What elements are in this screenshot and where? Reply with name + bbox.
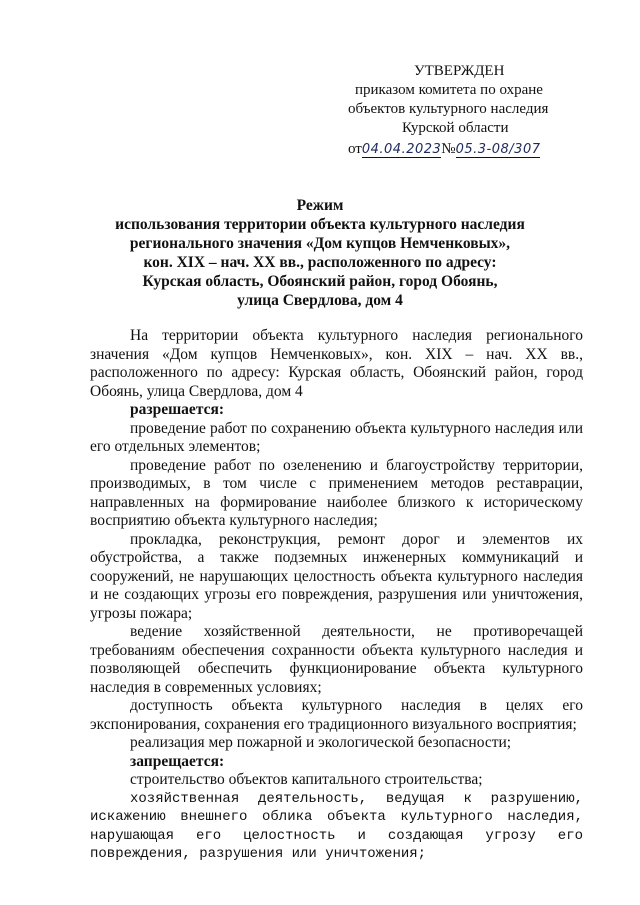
approval-heading: УТВЕРЖДЕН [414, 63, 505, 79]
approval-line: приказом комитета по охране [355, 82, 543, 98]
date-prefix: от [348, 141, 362, 157]
handwritten-number: 05.3-08/307 [455, 142, 541, 157]
title-line: кон. XIX – нач. XX вв., расположенного по адресу: [143, 254, 497, 271]
allowed-item: проведение работ по сохранению объекта культурного наследия или его отдельных элементов; [90, 419, 583, 455]
document-body [90, 327, 583, 864]
handwritten-date: 04.04.2023 [361, 142, 442, 157]
forbidden-item: хозяйственная деятельность, ведущая к разрушению, искажению внешнего облика объекта культурного наследия, нарушающая его целостность и создающая угрозу его повреждения, разрушения или уничтожения; [90, 790, 583, 862]
allowed-item: ведение хозяйственной деятельности, не противоречащей требованиям обеспечения сохранности объекта культурного наследия и позволяющей обеспечить функционирование объекта культурного наследия в современных условиях; [90, 623, 583, 696]
approval-line: объектов культурного наследия [348, 101, 549, 117]
approval-line: Курской области [402, 120, 509, 136]
approval-stamp [348, 62, 588, 159]
title-line: улица Свердлова, дом 4 [237, 292, 403, 309]
forbidden-item: строительство объектов капитального строительства; [130, 771, 483, 788]
allowed-item: проведение работ по озеленению и благоустройству территории, производимых, в том числе с применением методов реставрации, направленных на формирование наиболее близкого к историческому восприятию объекта культурного наследия; [90, 456, 583, 529]
title-line: Курская область, Обоянский район, город Обоянь, [142, 273, 498, 290]
forbidden-heading: запрещается: [130, 752, 225, 770]
document-title [110, 196, 530, 310]
approval-date-line [348, 140, 588, 159]
intro-paragraph: На территории объекта культурного наследия регионального значения «Дом купцов Немченковых», кон. XIX – нач. XX вв., расположенного по адресу: Курская область, Обоянский район, город Обоянь, улица Свердлова, дом 4 [90, 327, 583, 400]
title-line: использования территории объекта культурного наследия [115, 216, 525, 233]
allowed-heading: разрешается: [130, 401, 225, 418]
allowed-item: реализация мер пожарной и экологической безопасности; [130, 734, 512, 751]
title-line: регионального значения «Дом купцов Немченковых», [129, 235, 511, 252]
allowed-item: прокладка, реконструкция, ремонт дорог и элементов их обустройства, а также подземных инженерных коммуникаций и сооружений, не нарушающих целостность объекта культурного наследия и не создающих угрозы его повреждения, разрушения или уничтожения, угрозы пожара; [90, 530, 583, 622]
title-line: Режим [296, 197, 344, 214]
number-sign: № [441, 141, 456, 157]
allowed-item: доступность объекта культурного наследия в целях его экспонирования, сохранения его традиционного визуального восприятия; [90, 697, 583, 733]
